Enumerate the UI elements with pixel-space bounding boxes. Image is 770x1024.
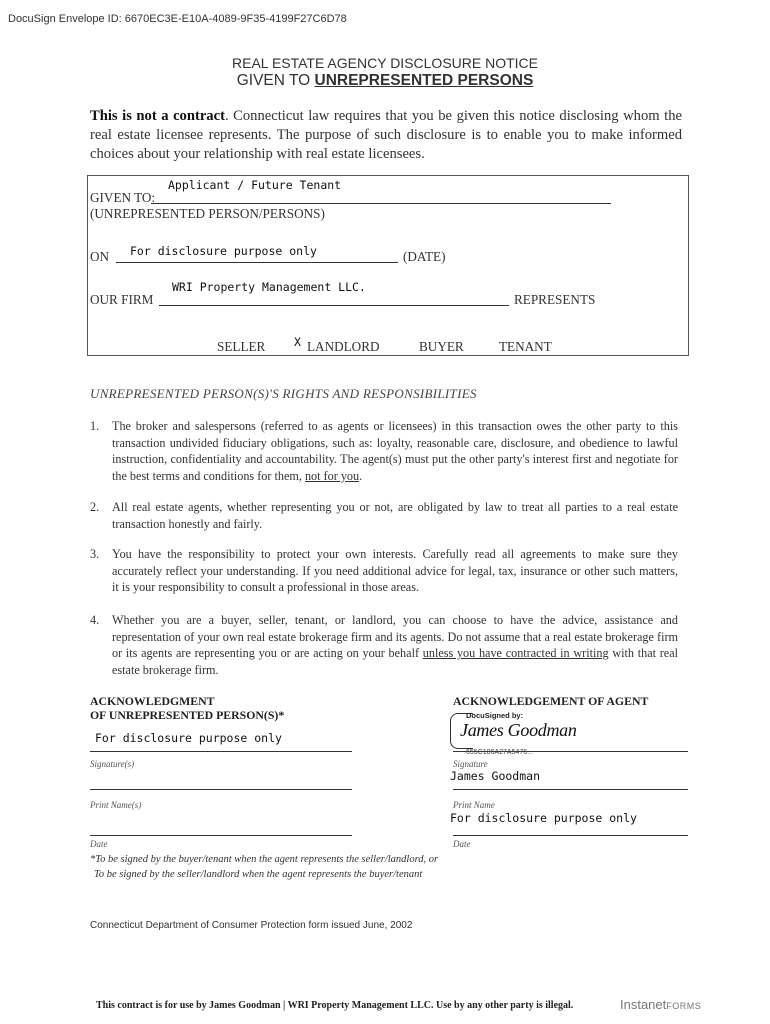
given-to-label: GIVEN TO: bbox=[90, 190, 156, 205]
document-subtitle bbox=[0, 72, 770, 90]
firm-line bbox=[159, 305, 509, 306]
docusigned-by-label: DocuSigned by: bbox=[466, 711, 524, 720]
on-date-line bbox=[116, 262, 398, 263]
form-issued-note: Connecticut Department of Consumer Protection form issued June, 2002 bbox=[90, 920, 413, 931]
person-signature-value[interactable]: For disclosure purpose only bbox=[95, 731, 282, 745]
landlord-check-mark: X bbox=[294, 335, 301, 349]
agent-date-value[interactable]: For disclosure purpose only bbox=[450, 811, 637, 825]
intro-paragraph bbox=[90, 107, 682, 164]
usage-notice: This contract is for use by James Goodman | WRI Property Management LLC. Use by any other party is illegal. bbox=[96, 1000, 574, 1011]
agent-print-value[interactable]: James Goodman bbox=[450, 769, 541, 783]
item-underline: unless you have contracted in writing bbox=[422, 646, 609, 661]
item-text bbox=[112, 612, 678, 678]
document-title: REAL ESTATE AGENCY DISCLOSURE NOTICE bbox=[232, 55, 538, 71]
on-label: ON bbox=[90, 249, 110, 264]
person-date-label: Date bbox=[90, 839, 108, 849]
agent-date-line bbox=[453, 835, 688, 836]
docusign-id: 655C186A27A5476... bbox=[466, 749, 533, 756]
item-number: 4. bbox=[90, 613, 100, 627]
item-body: Whether you are a buyer, seller, tenant, or landlord, you can choose to have the advice, assistance and representation of your own real estate brokerage firm and its agents. Do not assume that a real estate brokerage firm or its agents are representing you or are acting on your behalf bbox=[112, 613, 678, 661]
item-number: 1. bbox=[90, 419, 100, 433]
firm-value[interactable]: WRI Property Management LLC. bbox=[172, 280, 366, 294]
rights-item-3 bbox=[90, 546, 680, 598]
agent-signature-label: Signature bbox=[453, 759, 488, 769]
subtitle-emphasis: UNREPRESENTED PERSONS bbox=[314, 72, 534, 89]
item-body: The broker and salespersons (referred to as agents or licensees) in this transaction owes the other party to this transaction undivided fiduciary obligations, such as: loyalty, reasonable care, disclosure, and obedience to lawful instruction, confidentiality and accountability. The agent(s) must put the other party's interest first and negotiate for the best terms and conditions for them, bbox=[112, 419, 678, 483]
item-text: All real estate agents, whether representing you or not, are obligated by law to treat all parties to a real estate transaction honestly and fairly. bbox=[112, 500, 678, 531]
ack-person-title-2: OF UNREPRESENTED PERSON(S)* bbox=[90, 708, 285, 722]
signing-note-2: To be signed by the seller/landlord when the agent represents the buyer/tenant bbox=[94, 869, 423, 880]
agent-signature-script: James Goodman bbox=[460, 720, 577, 740]
option-tenant[interactable]: TENANT bbox=[499, 339, 552, 354]
item-underline: not for you bbox=[304, 468, 360, 483]
person-signature-line bbox=[90, 751, 352, 752]
rights-item-4 bbox=[90, 612, 680, 680]
envelope-id: DocuSign Envelope ID: 6670EC3E-E10A-4089-9F35-4199F27C6D78 bbox=[8, 13, 347, 25]
item-number: 2. bbox=[90, 500, 100, 514]
item-text: You have the responsibility to protect your own interests. Carefully read all agreements to make sure they accurately reflect your understanding. If you need additional advice for legal, tax, insurance or other such matters, it is your responsibility to consult a professional in those areas. bbox=[112, 547, 678, 595]
brand-suffix: FORMS bbox=[666, 1001, 702, 1011]
person-date-line[interactable] bbox=[90, 835, 352, 836]
intro-text: . Connecticut law requires that you be given this notice disclosing whom the real estate licensee represents. The purpose of such disclosure is to enable you to make informed choices about your relationship with real estate licensees. bbox=[90, 108, 682, 162]
signing-note-1: *To be signed by the buyer/tenant when the agent represents the seller/landlord, or bbox=[90, 854, 439, 865]
ack-person-title-1: ACKNOWLEDGMENT bbox=[90, 694, 215, 708]
rights-item-1 bbox=[90, 418, 680, 486]
ack-agent-title: ACKNOWLEDGEMENT OF AGENT bbox=[453, 694, 649, 708]
ack-person-title bbox=[90, 694, 284, 722]
option-landlord[interactable]: LANDLORD bbox=[307, 339, 380, 354]
unrepresented-label: (UNREPRESENTED PERSON/PERSONS) bbox=[90, 206, 325, 221]
item-tail: with that real estate brokerage firm. bbox=[112, 646, 678, 677]
person-signature-label: Signature(s) bbox=[90, 759, 135, 769]
brand-name: Instanet bbox=[620, 997, 667, 1012]
rights-section-title: UNREPRESENTED PERSON(S)'S RIGHTS AND RESPONSIBILITIES bbox=[90, 386, 477, 401]
rights-item-2 bbox=[90, 499, 680, 533]
instanet-forms-logo bbox=[620, 997, 701, 1012]
represents-label: REPRESENTS bbox=[514, 292, 596, 307]
item-number: 3. bbox=[90, 547, 100, 561]
agent-print-line bbox=[453, 789, 688, 790]
agent-date-label: Date bbox=[453, 839, 471, 849]
on-date-value[interactable]: For disclosure purpose only bbox=[130, 244, 317, 258]
item-text bbox=[112, 418, 678, 484]
subtitle-prefix: GIVEN TO bbox=[236, 72, 315, 89]
option-buyer[interactable]: BUYER bbox=[419, 339, 464, 354]
our-firm-label: OUR FIRM bbox=[90, 292, 154, 307]
person-print-line[interactable] bbox=[90, 789, 352, 790]
item-tail: . bbox=[359, 468, 363, 483]
option-seller[interactable]: SELLER bbox=[217, 339, 266, 354]
given-to-value[interactable]: Applicant / Future Tenant bbox=[168, 178, 342, 192]
person-print-label: Print Name(s) bbox=[90, 800, 142, 810]
agent-print-label: Print Name bbox=[453, 800, 495, 810]
given-to-line bbox=[151, 203, 611, 204]
date-label: (DATE) bbox=[403, 249, 446, 264]
intro-bold: This is not a contract bbox=[90, 108, 225, 124]
